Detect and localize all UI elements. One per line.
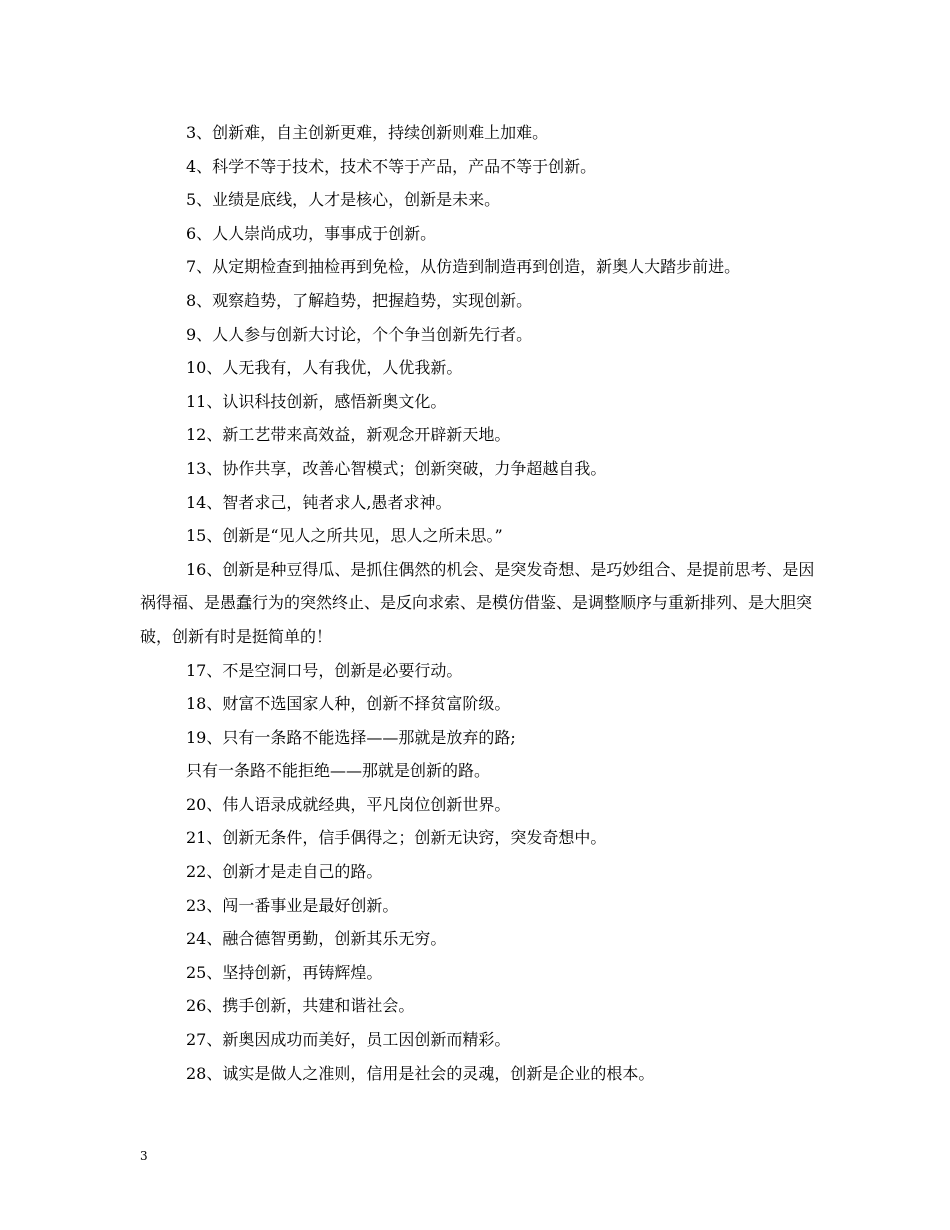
list-item: 11、认识科技创新，感悟新奥文化。 [186,391,447,411]
list-item: 18、财富不选国家人种，创新不择贫富阶级。 [186,694,511,714]
list-item: 15、创新是“见人之所共见，思人之所未思。” [186,526,503,546]
list-item: 8、观察趋势，了解趋势，把握趋势，实现创新。 [186,290,533,310]
list-item: 26、携手创新，共建和谐社会。 [186,996,415,1016]
list-item-continuation: 只有一条路不能拒绝——那就是创新的路。 [186,761,491,781]
list-item: 5、业绩是底线，人才是核心，创新是未来。 [186,190,501,210]
list-item: 7、从定期检查到抽检再到免检，从仿造到制造再到创造，新奥人大踏步前进。 [186,257,741,277]
list-item: 17、不是空洞口号，创新是必要行动。 [186,660,463,680]
list-item: 4、科学不等于技术，技术不等于产品，产品不等于创新。 [186,156,597,176]
page-number: 3 [140,1149,148,1163]
list-item: 13、协作共享，改善心智模式；创新突破，力争超越自我。 [186,458,607,478]
list-item: 6、人人崇尚成功，事事成于创新。 [186,223,437,243]
list-item: 3、创新难，自主创新更难，持续创新则难上加难。 [186,123,549,142]
list-item: 21、创新无条件，信手偶得之；创新无诀窍，突发奇想中。 [186,828,607,848]
list-item: 23、闯一番事业是最好创新。 [186,895,399,915]
list-item: 22、创新才是走自己的路。 [186,862,383,882]
list-item: 25、坚持创新，再铸辉煌。 [186,962,383,982]
list-item: 14、智者求己，钝者求人,愚者求神。 [186,492,452,512]
list-item: 9、人人参与创新大讨论，个个争当创新先行者。 [186,324,533,344]
list-item: 12、新工艺带来高效益，新观念开辟新天地。 [186,425,511,445]
slogan-list [140,116,820,1090]
list-item: 28、诚实是做人之准则，信用是社会的灵魂，创新是企业的根本。 [186,1063,655,1083]
list-item: 19、只有一条路不能选择——那就是放弃的路; [186,727,516,747]
list-item: 20、伟人语录成就经典，平凡岗位创新世界。 [186,794,511,814]
list-item: 27、新奥因成功而美好，员工因创新而精彩。 [186,1030,511,1050]
list-item-multiline: 16、创新是种豆得瓜、是抓住偶然的机会、是突发奇想、是巧妙组合、是提前思考、是因祸得福、是愚蠢行为的突然终止、是反向求索、是模仿借鉴、是调整顺序与重新排列、是大胆突破，创新有时是挺简单的！ [140,559,815,646]
list-item: 10、人无我有，人有我优，人优我新。 [186,358,463,378]
list-item: 24、融合德智勇勤，创新其乐无穷。 [186,929,447,949]
